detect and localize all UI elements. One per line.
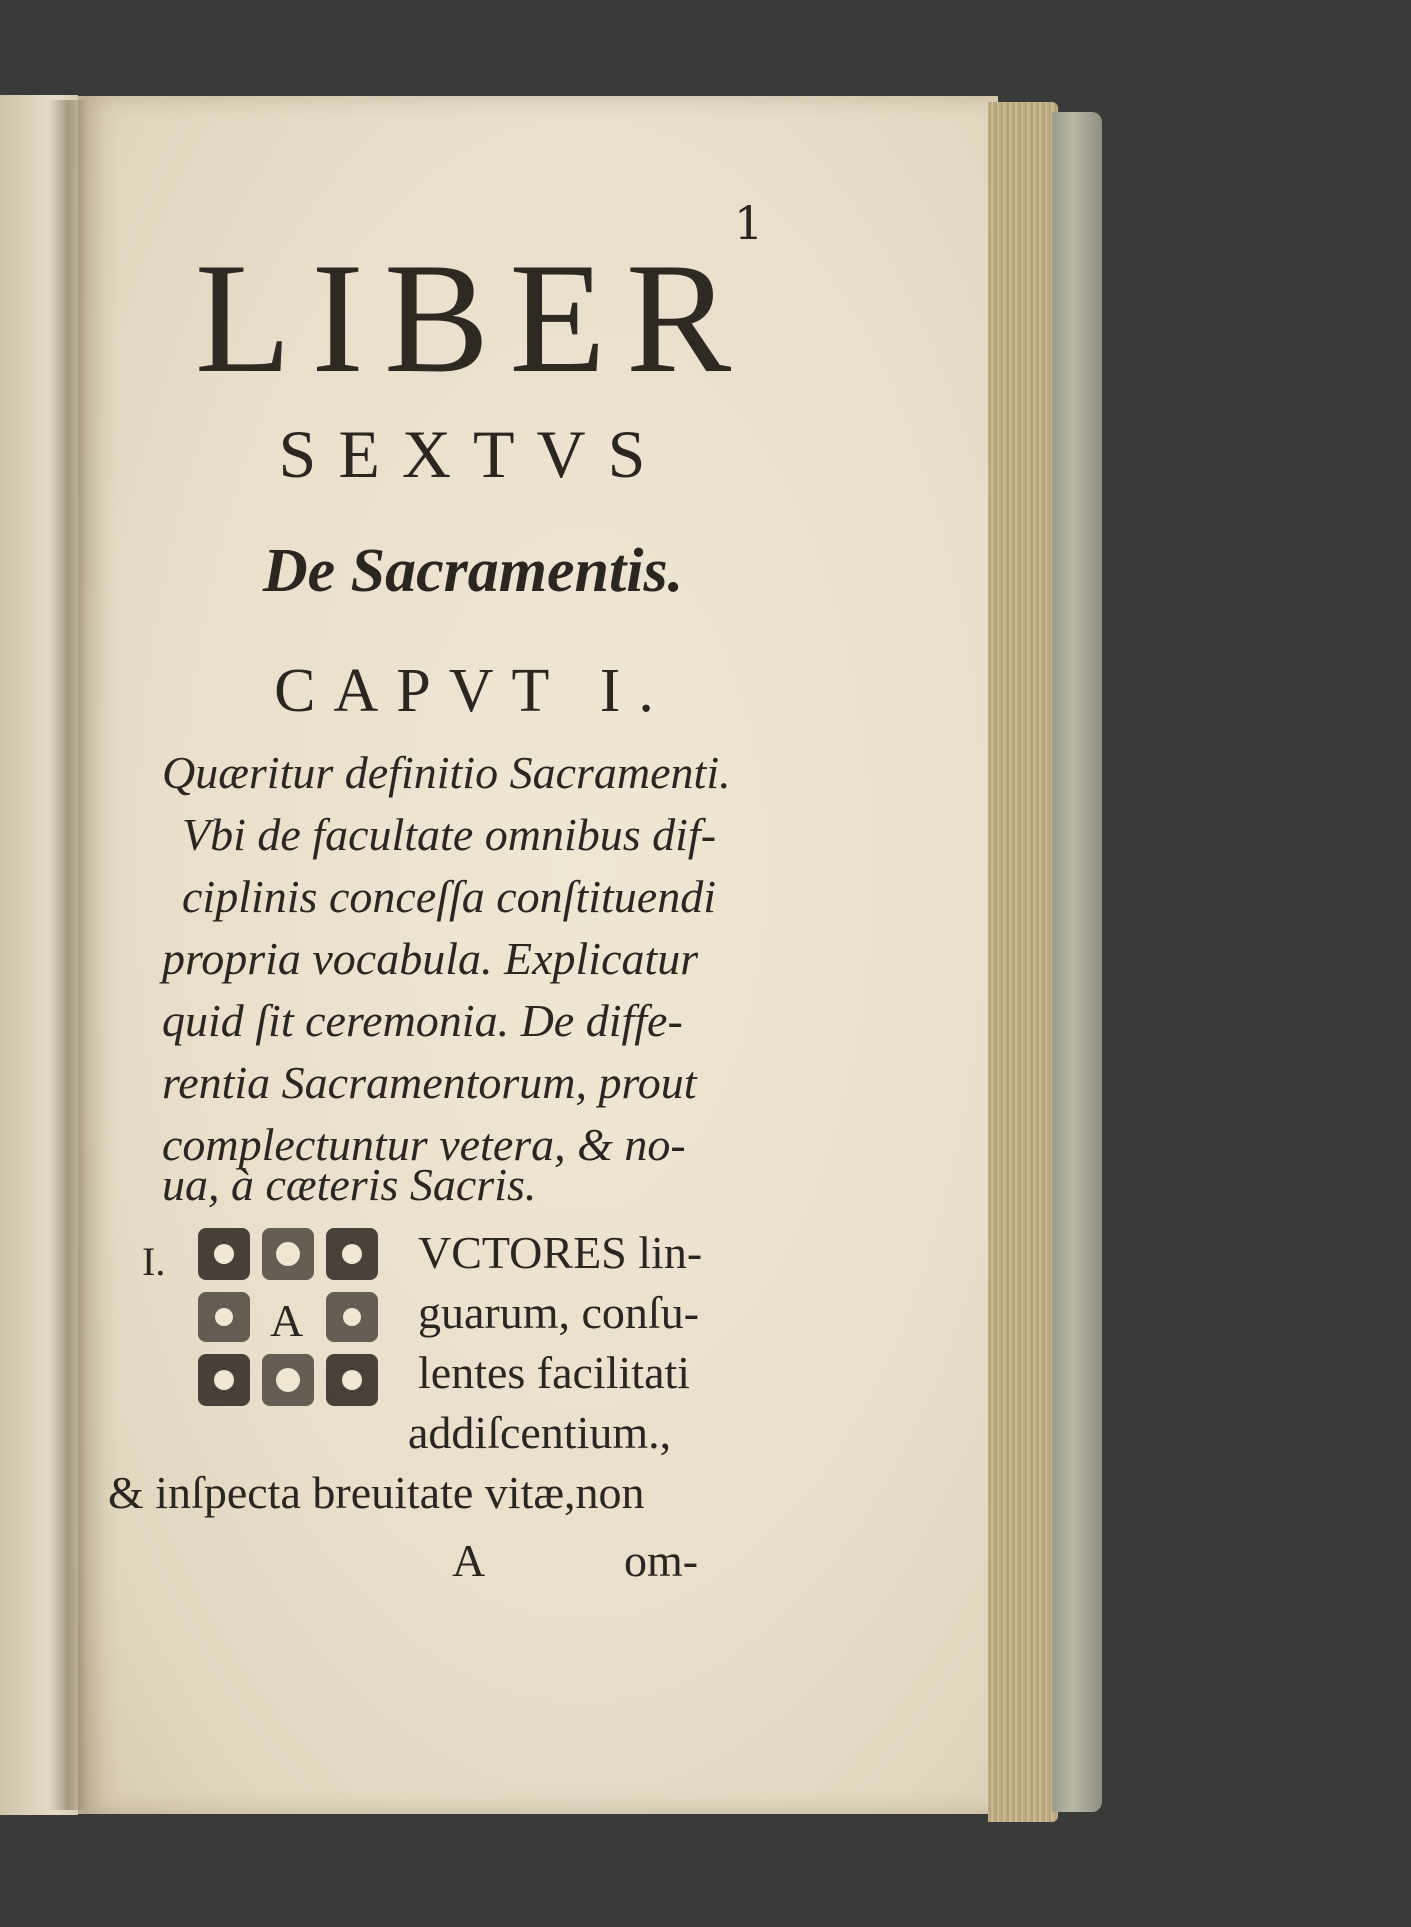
catchword: om- bbox=[624, 1535, 699, 1586]
ornamental-initial bbox=[192, 1222, 384, 1412]
book-subtitle: SEXTVS bbox=[278, 416, 668, 492]
summary-line: Quæritur definitio Sacramenti. bbox=[162, 747, 731, 798]
section-heading: De Sacramentis. bbox=[262, 537, 684, 605]
summary-line: Vbi de facultate omnibus dif- bbox=[182, 809, 717, 860]
page-edges bbox=[988, 102, 1058, 1822]
book-cover bbox=[1052, 112, 1102, 1812]
summary-line: complectuntur vetera, & no- bbox=[162, 1119, 686, 1170]
body-line: & inſpecta breuitate vitæ,non bbox=[108, 1467, 645, 1518]
section-number: I. bbox=[142, 1239, 166, 1284]
summary-line: rentia Sacramentorum, prout bbox=[162, 1057, 697, 1108]
initial-letter: A bbox=[270, 1295, 304, 1346]
body-line: lentes facilitati bbox=[418, 1347, 691, 1398]
book-title: LIBER bbox=[194, 231, 752, 406]
book-gutter bbox=[48, 100, 88, 1810]
signature-mark: A bbox=[452, 1535, 486, 1586]
body-line: VCTORES lin- bbox=[418, 1227, 703, 1278]
summary-line: ua, à cæteris Sacris. bbox=[162, 1159, 537, 1210]
chapter-heading: CAPVT I. bbox=[274, 657, 672, 725]
body-line: guarum, conſu- bbox=[418, 1287, 700, 1338]
body-line: addiſcentium., bbox=[408, 1407, 672, 1458]
summary-line: propria vocabula. Explicatur bbox=[162, 933, 699, 984]
page-number: 1 bbox=[734, 196, 764, 250]
summary-line: ciplinis conceſſa conſtituendi bbox=[182, 871, 716, 922]
summary-line: quid ſit ceremonia. De diffe- bbox=[162, 995, 683, 1046]
